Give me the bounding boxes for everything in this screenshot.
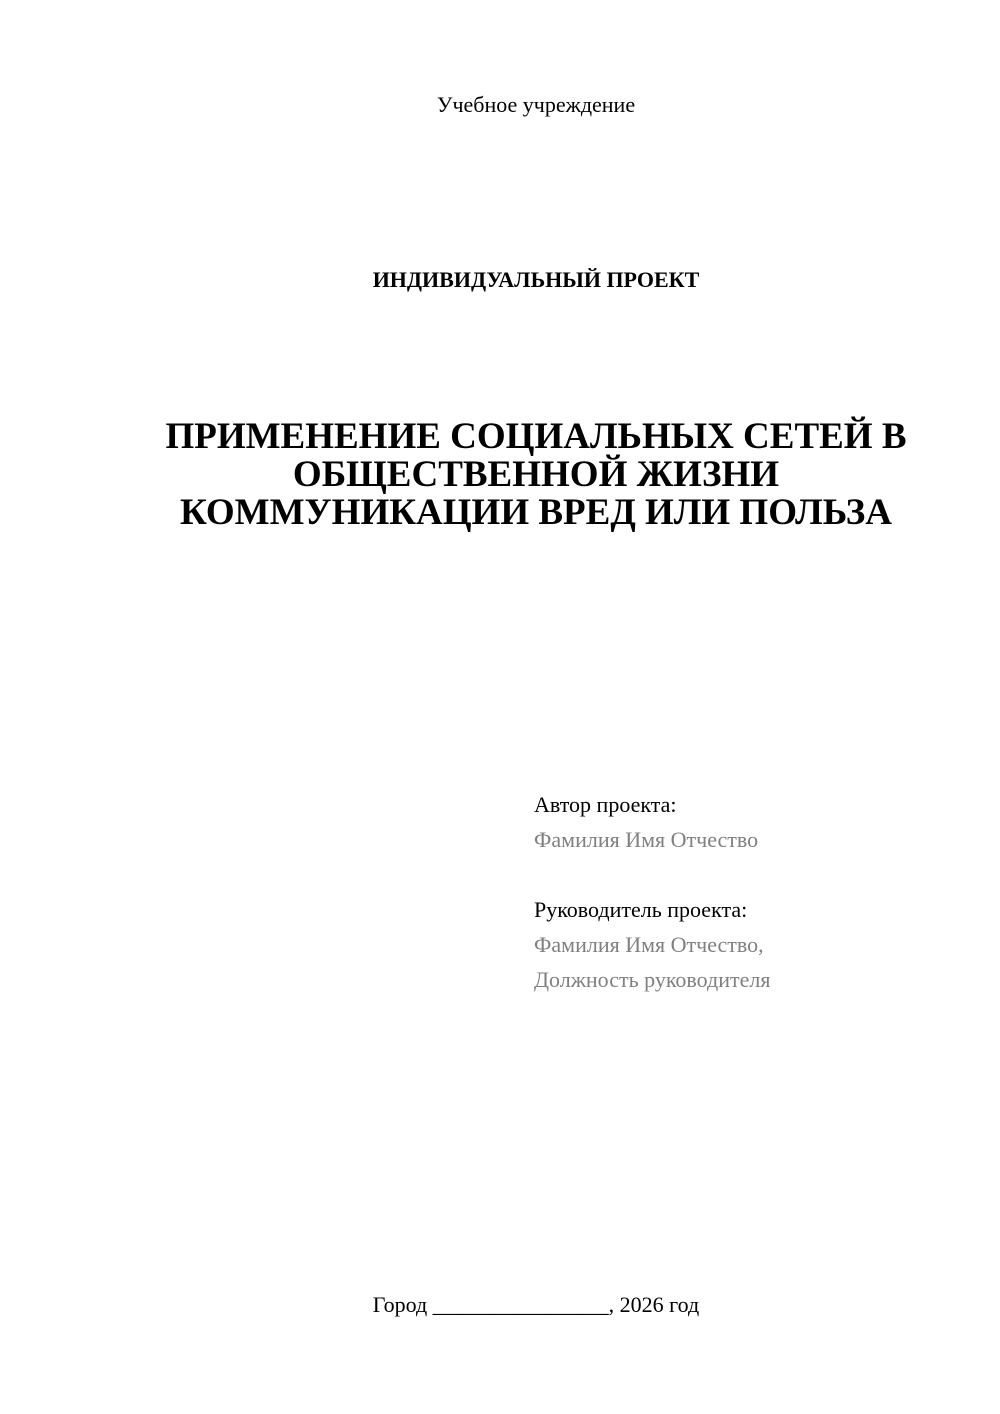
project-title <box>0 418 1000 532</box>
credits-block <box>534 787 974 997</box>
author-label: Автор проекта: <box>534 792 677 817</box>
project-title-line-2: ОБЩЕСТВЕННОЙ ЖИЗНИ <box>292 454 780 495</box>
institution-name: Учебное учреждение <box>436 92 636 117</box>
author-name: Фамилия Имя Отчество <box>534 827 759 852</box>
supervisor-name: Фамилия Имя Отчество, <box>534 932 764 957</box>
supervisor-position: Должность руководителя <box>534 967 771 992</box>
project-title-line-1: ПРИМЕНЕНИЕ СОЦИАЛЬНЫХ СЕТЕЙ В <box>165 416 907 457</box>
supervisor-label: Руководитель проекта: <box>534 897 748 922</box>
project-title-line-3: КОММУНИКАЦИИ ВРЕД ИЛИ ПОЛЬЗА <box>179 492 892 533</box>
project-type-heading: ИНДИВИДУАЛЬНЫЙ ПРОЕКТ <box>372 267 700 292</box>
city-year-line: Город ________________, 2026 год <box>372 1292 700 1317</box>
credits-spacer <box>534 857 974 892</box>
